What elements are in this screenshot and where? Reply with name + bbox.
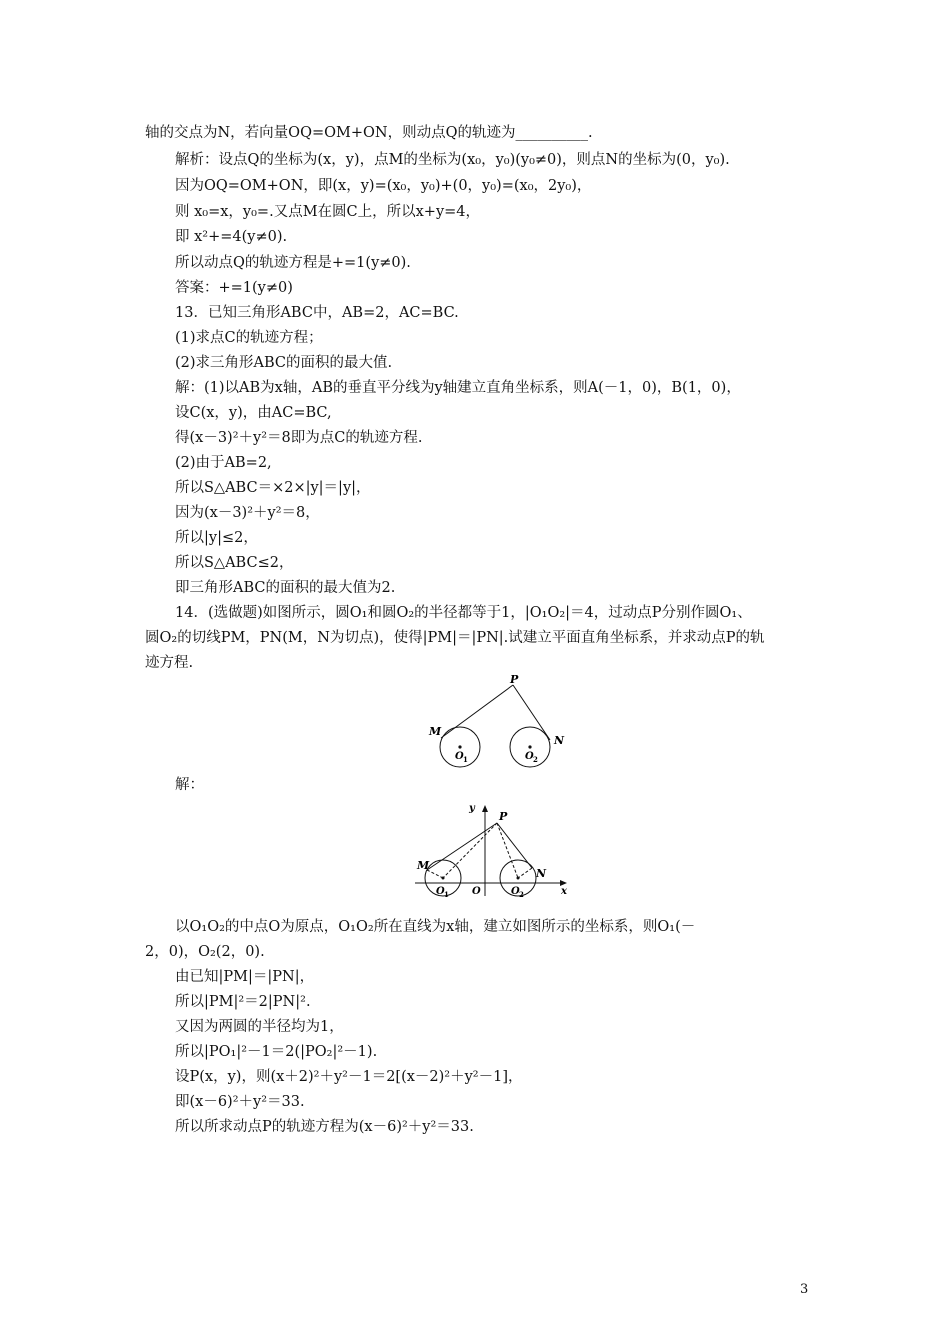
text-line: 轴的交点为N，若向量OQ=OM+ON，则动点Q的轨迹为__________. [145,125,593,141]
text-line: 2，0)，O₂(2，0). [145,944,265,960]
text-line: 即三角形ABC的面积的最大值为2. [175,580,396,596]
text-line: 因为OQ=OM+ON，即(x，y)=(x₀，y₀)+(0，y₀)=(x₀，2y₀)， [175,178,592,194]
text-line: 所以|PM|²＝2|PN|². [175,994,311,1010]
label-o2: O [511,886,520,897]
tangent-pm [441,685,513,738]
text-line: 13．已知三角形ABC中，AB=2，AC=BC. [175,305,459,321]
y-axis-arrow [482,805,488,812]
page-number: 3 [800,1282,809,1297]
label-o2: O [525,751,534,762]
center-o1 [442,877,445,880]
text-line: 则 x₀=x，y₀=.又点M在圆C上，所以x+y=4， [175,204,481,220]
label-n: N [536,867,547,880]
radius-o1m [427,870,443,878]
text-line: 因为(x－3)²＋y²＝8， [175,505,320,521]
label-x: x [561,886,567,897]
label-o2-sub: 2 [519,890,524,899]
text-line: 圆O₂的切线PM，PN(M，N为切点)，使得|PM|＝|PN|.试建立平面直角坐标系，并求动点P的轨 [145,630,765,646]
label-n: N [554,734,565,747]
text-line: 答案：+=1(y≠0) [175,280,293,296]
text-line: 所以|y|≤2， [175,530,258,546]
center-o2 [517,877,520,880]
label-origin: O [472,886,481,897]
figure-tangent-circles [425,672,575,774]
tangent-pm [427,823,497,870]
label-o1: O [455,751,464,762]
figure-coordinate-system [410,798,575,900]
label-m: M [417,859,430,872]
text-line: 设P(x，y)，则(x＋2)²＋y²－1＝2[(x－2)²＋y²－1]， [175,1069,523,1085]
label-m: M [429,725,442,738]
text-line: 即(x－6)²＋y²＝33. [175,1094,305,1110]
tangent-pn [497,823,532,868]
text-line: 所以|PO₁|²－1＝2(|PO₂|²－1). [175,1044,378,1060]
label-p: P [499,810,508,823]
text-line: 得(x－3)²＋y²＝8即为点C的轨迹方程. [175,430,423,446]
label-p: P [510,673,519,686]
text-line: (1)求点C的轨迹方程； [175,330,323,346]
text-line: 设C(x，y)，由AC=BC, [175,405,332,421]
text-line: 以O₁O₂的中点O为原点，O₁O₂所在直线为x轴，建立如图所示的坐标系，则O₁(－ [175,919,696,935]
text-line: 解： [175,777,204,793]
segment-po1 [443,823,497,878]
text-line: 由已知|PM|＝|PN|， [175,969,315,985]
tangent-pn [513,685,550,740]
label-o2-sub: 2 [533,755,538,764]
text-line: (2)由于AB=2, [175,455,272,471]
text-line: 14．(选做题)如图所示，圆O₁和圆O₂的半径都等于1，|O₁O₂|＝4，过动点P分别作圆O₁、 [175,605,752,621]
text-line: 解：(1)以AB为x轴，AB的垂直平分线为y轴建立直角坐标系，则A(－1，0)，B(1，0)， [175,380,741,396]
text-line: 即 x²+=4(y≠0). [175,229,288,245]
label-o1-sub: 1 [463,755,468,764]
radius-o2n [518,868,532,878]
center-o1 [458,745,461,748]
text-line: (2)求三角形ABC的面积的最大值. [175,355,393,371]
text-line: 所以S△ABC＝×2×|y|＝|y|， [175,480,371,496]
segment-po2 [497,823,518,878]
label-y: y [469,803,475,814]
text-line: 所以动点Q的轨迹方程是+=1(y≠0). [175,255,411,271]
text-line: 又因为两圆的半径均为1， [175,1019,344,1035]
text-line: 所以所求动点P的轨迹方程为(x－6)²＋y²＝33. [175,1119,474,1135]
text-line: 所以S△ABC≤2， [175,555,294,571]
center-o2 [528,745,531,748]
text-line: 迹方程. [145,655,194,671]
label-o1-sub: 1 [444,890,449,899]
label-o1: O [436,886,445,897]
text-line: 解析：设点Q的坐标为(x，y)，点M的坐标为(x₀，y₀)(y₀≠0)，则点N的坐标为(0，y₀). [175,152,730,168]
